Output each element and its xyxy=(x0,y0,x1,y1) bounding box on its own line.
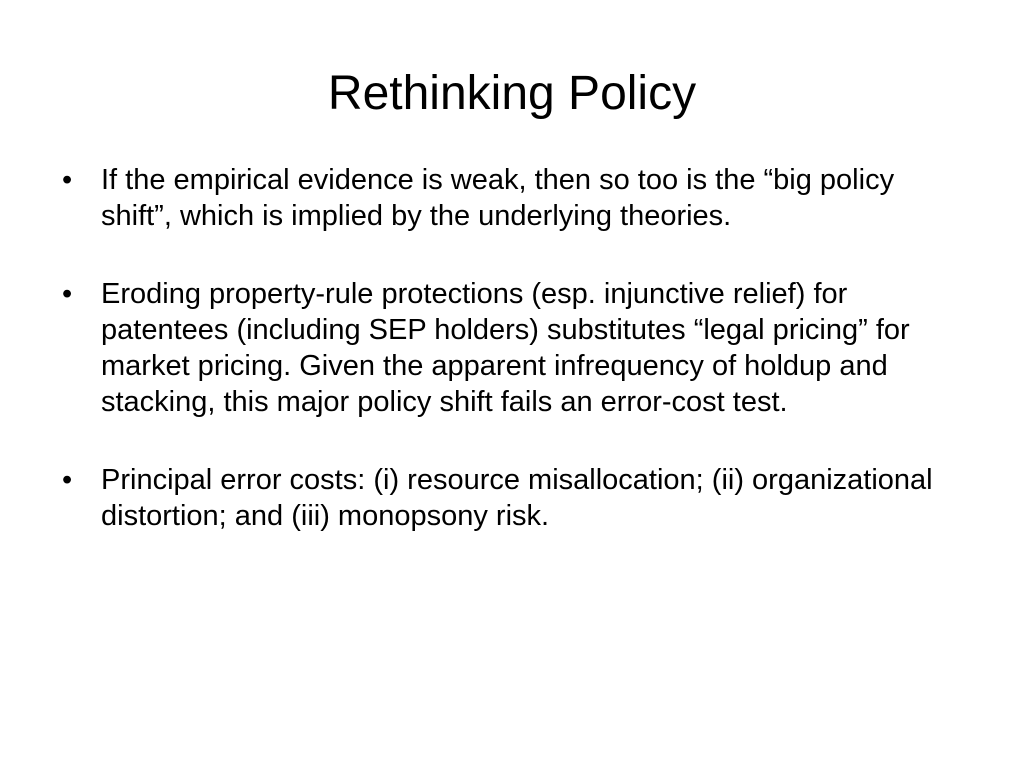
bullet-list xyxy=(58,162,968,576)
bullet-text: If the empirical evidence is weak, then so too is the “big policy shift”, which is implied by the underlying theories. xyxy=(101,164,895,232)
bullet-text: Principal error costs: (i) resource misallocation; (ii) organizational distortion; and (iii) monopsony risk. xyxy=(101,464,933,532)
bullet-dot-icon: • xyxy=(62,278,73,310)
slide-title: Rethinking Policy xyxy=(327,67,697,120)
bullet-item xyxy=(58,162,968,234)
bullet-dot-icon: • xyxy=(62,464,73,496)
bullet-item xyxy=(58,276,968,420)
bullet-text: Eroding property-rule protections (esp. injunctive relief) for patentees (including SEP holders) substitutes “legal pricing” for market pricing. Given the apparent infrequency of holdup and stacking, this major policy shift fails an error-cost test. xyxy=(101,278,910,418)
bullet-item xyxy=(58,462,968,534)
bullet-dot-icon: • xyxy=(62,164,73,196)
